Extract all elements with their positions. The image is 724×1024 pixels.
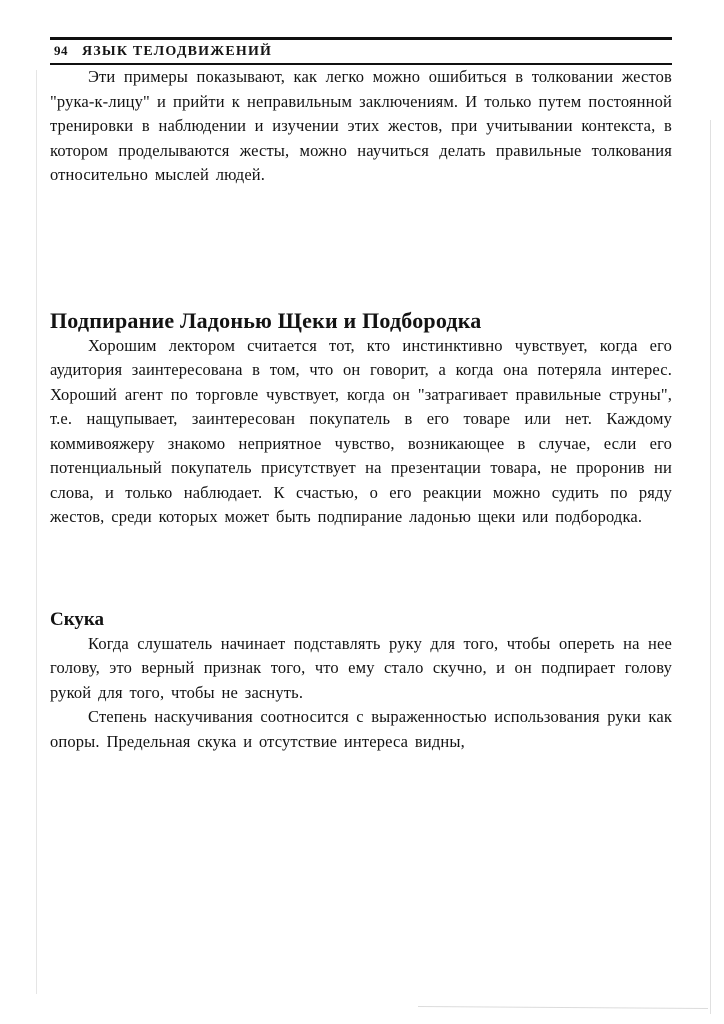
paragraph-intro: Эти примеры показывают, как легко можно ошибиться в толковании жестов "рука-к-лицу" и прийти к неправильным заключениям. И только путем постоянной тренировки в наблюдении и изучении этих жестов, при учитывании контекста, в котором проделываются жесты, можно научиться делать правильные толкования относительно мыслей людей. (50, 67, 672, 184)
subsection-heading: Скука (50, 608, 105, 630)
section-heading: Подпирание Ладонью Щеки и Подбородка (50, 307, 482, 333)
scan-edge-bottom (418, 1006, 708, 1009)
page-body (50, 65, 672, 754)
page-header (50, 40, 672, 61)
paragraph-boredom-1: Когда слушатель начинает подставлять руку для того, чтобы опереть на нее голову, это верный признак того, что ему стало скучно, и он подпирает голову рукой для того, чтобы не заснуть. (50, 633, 672, 702)
running-title: ЯЗЫК ТЕЛОДВИЖЕНИЙ (82, 44, 273, 59)
paragraph-section: Хорошим лектором считается тот, кто инстинктивно чувствует, когда его аудитория заинтересована в том, что он говорит, а когда она потеряла интерес. Хороший агент по торговле чувствует, когда он "затрагивает правильные струны", т.е. нащупывает, заинтересован покупатель в его товаре или нет. Каждому коммивояжеру знакомо неприятное чувство, возникающее в случае, если его потенциальный покупатель присутствует на презентации товара, не проронив ни слова, и только наблюдает. К счастью, о его реакции можно судить по ряду жестов, среди которых может быть подпирание ладонью щеки или подбородка. (50, 335, 672, 526)
scan-edge-left (36, 70, 37, 994)
text-column (50, 37, 672, 754)
scan-edge-right (710, 120, 711, 1014)
page-number: 94 (54, 43, 68, 58)
paragraph-boredom-2: Степень наскучивания соотносится с выраженностью использования руки как опоры. Предельная скука и отсутствие интереса видны, (50, 707, 672, 751)
